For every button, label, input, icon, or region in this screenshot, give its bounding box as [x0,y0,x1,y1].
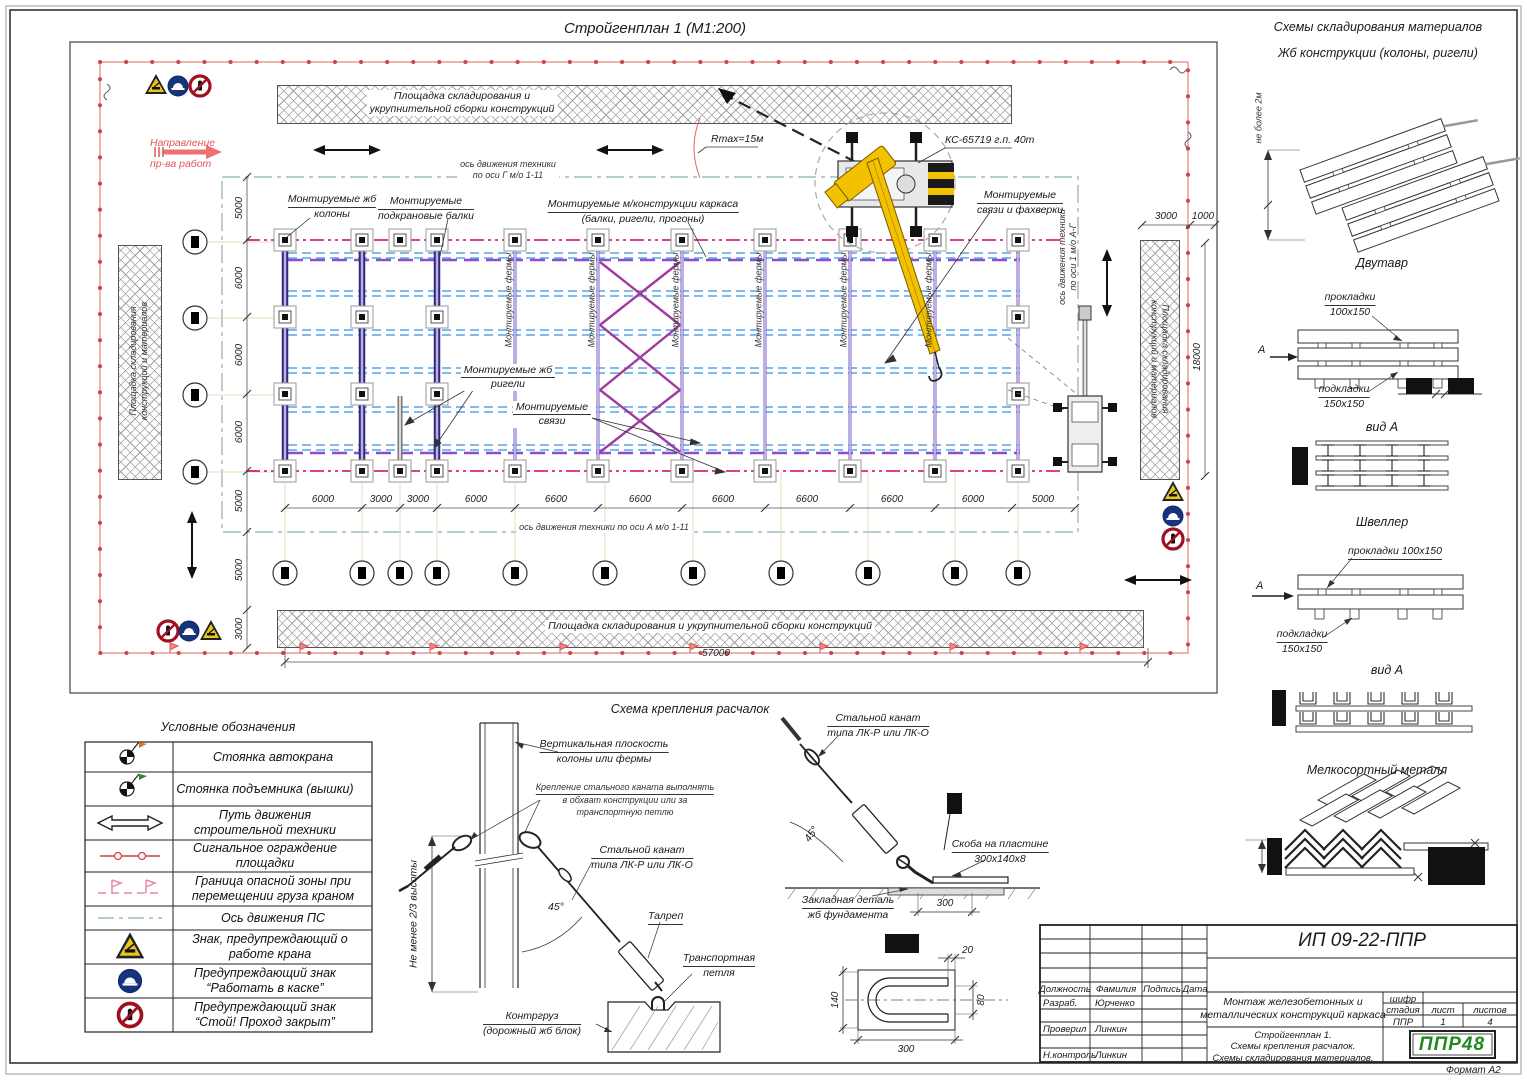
column-footings [274,229,1029,482]
legend-item: Предупреждающий знак “Работать в каске” [194,966,336,995]
transport-loop-label: Транспортная петля [682,952,756,980]
legend-symbol-danger [98,880,162,893]
page-title: Стройгенплан 1 (М1:200) [563,20,747,37]
legend-title: Условные обозначения [160,720,296,734]
schemes-title: Схемы складирования материалов [1273,20,1483,34]
hard-hat-sign-icon [1163,506,1183,526]
truss-label: Монтируемые фермы [753,252,764,348]
no-entry-sign-icon [190,76,210,96]
crane-work-sign-icon [1162,481,1184,501]
no-entry-sign-icon [1163,529,1183,549]
movement-arrow [313,145,381,155]
movement-arrow [1124,575,1192,585]
dim: 3000 [233,617,245,641]
dim: 6600 [795,494,819,505]
counterweight-block [608,1002,720,1052]
hard-hat-sign-icon [168,76,188,96]
truck-crane [694,88,1012,381]
tb-header-signature: Подпись [1143,984,1181,995]
ibeam-scheme [1270,316,1482,398]
legend-symbol-stop-sign [119,1004,142,1027]
dim: 18000 [1191,343,1203,371]
tb-name: Линкин [1095,1024,1128,1035]
fastening-label: Крепление стального каната выполнять в обхват конструкции или за транспортную петлю [535,782,715,817]
storage-left-label: Площадка складирования конструкций и материалов [127,301,149,421]
section-mark-a: А [1256,580,1264,592]
channel-viewA-title: вид А [1370,663,1404,677]
axis-1-label: ось движения техники по оси 1 м/о А-Г [1056,209,1078,305]
turnbuckle-label: Талреп [648,910,683,925]
ibeam-viewA [1292,441,1448,490]
legend-symbol-crane-stand [120,742,147,764]
storage-bottom-label: Площадка складирования и укрупнительной сборки конструкций [545,620,875,633]
ibeam-title: Двутавр [1356,256,1408,270]
channel-title: Швеллер [1355,515,1409,529]
tb-sheets-label: листов [1473,1005,1507,1016]
channel-scheme [1252,558,1463,638]
dim: 6600 [711,494,735,505]
dim: 6600 [544,494,568,505]
legend-item: Стоянка подъемника (вышки) [176,781,354,796]
legend-item: Стоянка автокрана [212,749,334,764]
rope-label-2: Стальной канат типа ЛК-Р или ЛК-О [827,712,929,740]
dim-140: 140 [829,991,841,1009]
movement-arrow [187,511,197,579]
dim: 3000 [406,494,430,505]
dim: 6600 [628,494,652,505]
tb-cipher-label: шифр [1389,994,1417,1005]
tb-project: Монтаж железобетонных и металлических конструкций каркаса [1200,996,1386,1022]
tb-role: Н.контроль [1043,1050,1097,1061]
dim: 3000 [1154,211,1178,222]
truss-label: Монтируемые фермы [670,252,681,348]
ibeam-pads-label: подкладки 150х150 [1318,383,1370,411]
movement-arrow [1102,249,1112,317]
truss-label: Монтируемые фермы [586,252,597,348]
legend-symbol-hat-sign [119,970,142,993]
legend-item: Предупреждающий знак “Стой! Проход закрыт” [194,1000,336,1029]
dim: 6000 [464,494,488,505]
tb-header-name: Фамилия [1095,984,1137,995]
legend-item: Сигнальное ограждение площадки [193,841,337,870]
axis-a-label: ось движения техники по оси А м/о 1-11 [516,522,692,533]
dim: 5000 [233,196,245,220]
vertical-plane-label: Вертикальная плоскость колоны или фермы [539,738,669,766]
dim: 6000 [233,420,245,444]
angle-label-2: 45° [802,824,821,845]
company-logo: ППР48 [1418,1034,1486,1055]
dim: 3000 [369,494,393,505]
rigging-title: Схема крепления расчалок [610,702,770,716]
rc-stack-scheme [1264,107,1527,252]
section-mark-a: А [1258,344,1266,356]
legend-symbol-fence [100,853,160,860]
dim: 5000 [1031,494,1055,505]
embedded-label: Закладная деталь жб фундамента [801,894,895,922]
dim-300: 300 [936,898,954,909]
ibeam-spacers-label: прокладки 100х150 [1324,291,1376,319]
legend-item: Граница опасной зоны при перемещении груза краном [191,874,355,903]
tb-stage-value: ППР [1392,1017,1414,1028]
dim: 5000 [233,558,245,582]
callout-columns: Монтируемые жб колоны [287,193,377,221]
legend-symbol-path [98,816,162,830]
channel-pads-label: подкладки 150х150 [1276,628,1328,656]
angle-label: 45° [548,901,564,913]
dim: 6000 [233,343,245,367]
rmax-label: Rmax=15м [711,133,764,145]
truss-label: Монтируемые фермы [923,252,934,348]
tb-sheets-value: 4 [1487,1017,1493,1028]
storage-top-label: Площадка складирования и укрупнительной сборки конструкций [367,90,558,116]
crane-work-sign-icon [145,74,167,94]
direction-label: Направление пр-ва работ [150,137,216,171]
ibeam-viewA-title: вид А [1365,420,1399,434]
small-metal-scheme [1245,766,1488,885]
no-entry-sign-icon [158,621,178,641]
dim: 5000 [233,489,245,513]
tb-stage-label: стадия [1386,1005,1420,1016]
callout-crane-beams: Монтируемые подкрановые балки [378,195,474,223]
machine-axis-line [222,177,1078,532]
bracket-label: Скоба на пластине 300х140х8 [951,838,1049,866]
legend-item: Путь движения строительной техники [194,808,336,837]
crane-model-label: КС-65719 г.п. 40т [945,134,1035,146]
legend-symbol-warn-sign [116,932,145,958]
callout-girders: Монтируемые жб ригели [461,364,555,391]
tb-sheet-value: 1 [1440,1017,1446,1028]
dim-80: 80 [975,994,987,1006]
dim: 6000 [233,266,245,290]
truss-label: Монтируемые фермы [503,252,514,348]
storage-right-label: Площадка складирования конструкций и материалов [1149,299,1171,419]
tb-doc-title: Стройгенплан 1. Схемы крепления расчалок. Схемы складирования материалов. [1212,1030,1374,1064]
schemes-subtitle: Жб конструкции (колоны, ригели) [1278,46,1478,60]
bracket-plate [933,877,1008,883]
dim-300b: 300 [897,1044,915,1055]
crane-work-sign-icon [200,620,222,640]
truss-label: Монтируемые фермы [838,252,849,348]
legend-symbol-lift-stand [120,774,147,796]
small-metal-title: Мелкосортный металл [1306,763,1448,777]
callout-ties-fachwerk: Монтируемые связи и фахверки [976,189,1064,217]
tb-role: Проверил [1043,1024,1087,1035]
tb-header-date: Дата [1182,984,1208,995]
movement-arrow [596,145,664,155]
dim: 1000 [1191,211,1215,222]
dim-total: 57000 [702,648,730,659]
format-note: Формат А2 [1446,1065,1501,1076]
channel-spacers-label: прокладки 100х150 [1348,545,1442,560]
axis-g-label: ось движения техники по оси Г м/о 1-11 [457,159,559,182]
dim: 6000 [311,494,335,505]
callout-ties: Монтируемые связи [513,401,591,428]
danger-zone-boundary [246,240,1062,471]
legend-item: Знак, предупреждающий о работе крана [192,932,348,961]
min-height-label: Не менее 2/3 высоты [407,859,420,969]
callout-metal-frame: Монтируемые м/конструкции каркаса (балки, ригели, прогоны) [547,198,739,226]
rigging-left-diagram [399,723,720,1052]
hard-hat-sign-icon [179,621,199,641]
tb-name: Юрченко [1095,998,1135,1009]
tb-header-position: Должность [1039,984,1091,995]
tb-sheet-label: лист [1431,1005,1455,1016]
tb-name: Линкин [1095,1050,1128,1061]
dim-20: 20 [962,945,974,956]
dim: 6000 [961,494,985,505]
rope-label: Стальной канат типа ЛК-Р или ЛК-О [591,844,693,872]
height-limit-label: не более 2м [1253,92,1264,144]
counterweight-label: Контргруз (дорожный жб блок) [482,1010,582,1038]
legend-item: Ось движения ПС [220,910,326,925]
doc-code: ИП 09-22-ППР [1298,930,1426,951]
dim: 6600 [880,494,904,505]
tb-role: Разраб. [1043,998,1078,1009]
channel-viewA [1272,690,1472,732]
